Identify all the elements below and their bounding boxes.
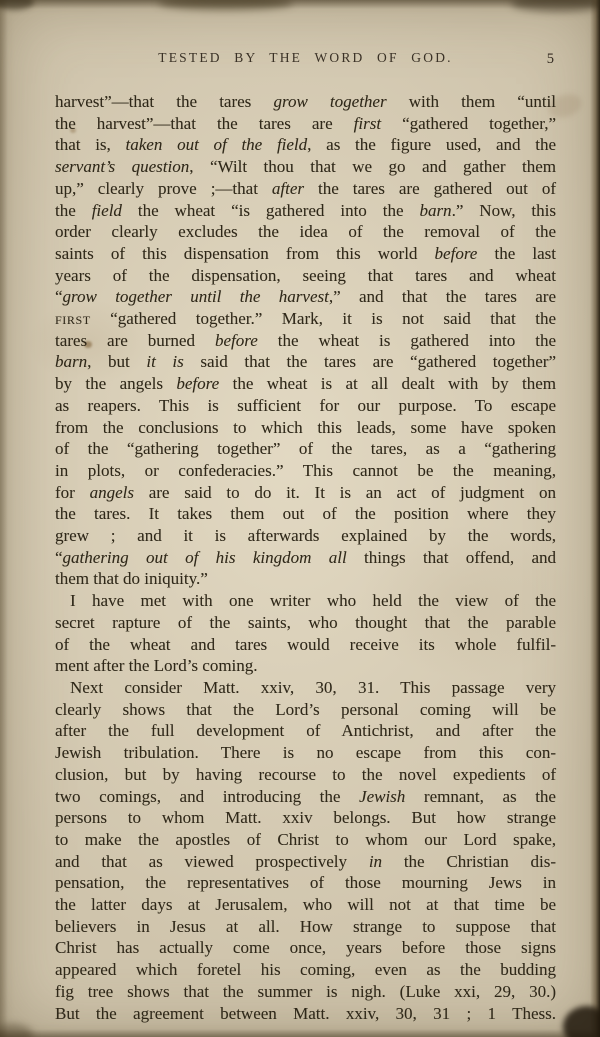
- text-line: Next consider Matt. xxiv, 30, 31. This passage very: [70, 677, 556, 697]
- corner-shadow-bottom-right: [563, 1006, 600, 1037]
- page-body: [55, 91, 556, 1024]
- text-line: and that as viewed prospectively in the Christian dis-: [55, 851, 557, 871]
- page-content: [55, 50, 556, 1024]
- italic-text: angels: [89, 482, 134, 502]
- italic-text: first: [353, 113, 382, 133]
- page-number: 5: [546, 51, 554, 67]
- italic-text: gathering out of his kingdom all: [62, 547, 347, 567]
- text-line: for angels are said to do it. It is an act of judgment on: [55, 482, 556, 502]
- text-line: pensation, the representatives of those mourning Jews in: [55, 873, 556, 893]
- text-line: Jewish tribulation. There is no escape from this con-: [55, 743, 556, 763]
- text-line: two comings, and introducing the Jewish remnant, as the: [55, 786, 556, 806]
- italic-text: it is: [146, 352, 184, 372]
- text-line: the field the wheat “is gathered into the barn.” Now, this: [55, 200, 556, 220]
- text-line: that is, taken out of the field, as the figure used, and the: [55, 135, 556, 155]
- corner-shadow-bottom-left: [0, 1024, 33, 1037]
- text-line: barn, but it is said that the tares are “gathered together”: [55, 352, 556, 372]
- corner-shadow-top-right: [511, 0, 600, 12]
- text-line: ment after the Lord’s coming.: [55, 656, 258, 676]
- text-line: grew ; and it is afterwards explained by the words,: [55, 526, 556, 546]
- text-line: the latter days at Jerusalem, who will not at that time be: [55, 895, 556, 915]
- text-line: tares are burned before the wheat is gathered into the: [55, 330, 556, 350]
- text-line: as reapers. This is sufficient for our purpose. To escape: [55, 395, 556, 415]
- small-caps-text: first: [55, 309, 91, 329]
- page-edge-shadow-top: [0, 0, 600, 9]
- text-line: I have met with one writer who held the view of the: [70, 591, 556, 611]
- running-header: [55, 50, 556, 70]
- paragraph: [55, 590, 556, 677]
- page-edge-shadow-bottom: [0, 1029, 600, 1037]
- paragraph: [55, 677, 556, 1024]
- paragraph: [55, 91, 556, 590]
- text-line: the harvest”—that the tares are first “gathered together,”: [55, 113, 556, 133]
- text-line: servant’s question, “Wilt thou that we go and gather them: [55, 157, 556, 177]
- text-line: fig tree shows that the summer is nigh. (Luke xxi, 29, 30.): [55, 981, 556, 1001]
- header-title: TESTED BY THE WORD OF GOD.: [158, 50, 453, 65]
- text-line: from the conclusions to which this leads, some have spoken: [55, 417, 556, 437]
- text-line: believers in Jesus at all. How strange to suppose that: [55, 916, 556, 936]
- italic-text: barn: [419, 200, 452, 220]
- italic-text: after: [271, 178, 305, 198]
- text-line: secret rapture of the saints, who thought that the parable: [55, 612, 556, 632]
- text-line: “grow together until the harvest,” and that the tares are: [55, 287, 556, 307]
- italic-text: taken out of the field: [125, 135, 308, 155]
- italic-text: in: [368, 851, 383, 871]
- text-line: first “gathered together.” Mark, it is not said that the: [55, 309, 556, 329]
- text-line: of the “gathering together” of the tares, as a “gathering: [55, 439, 556, 459]
- text-line: up,” clearly prove ;—that after the tares are gathered out of: [55, 178, 556, 198]
- text-line: order clearly excludes the idea of the removal of the: [55, 222, 556, 242]
- text-line: by the angels before the wheat is at all dealt with by them: [55, 374, 556, 394]
- text-line: in plots, or confederacies.” This cannot be the meaning,: [55, 460, 556, 480]
- italic-text: barn: [55, 352, 88, 372]
- text-line: clearly shows that the Lord’s personal coming will be: [55, 699, 556, 719]
- text-line: them that do iniquity.”: [55, 569, 208, 589]
- text-line: appeared which foretel his coming, even as the budding: [55, 960, 556, 980]
- text-line: clusion, but by having recourse to the novel expedients of: [55, 764, 556, 784]
- italic-text: before: [176, 374, 220, 394]
- italic-text: field: [91, 200, 122, 220]
- text-line: “gathering out of his kingdom all things that offend, and: [55, 547, 556, 567]
- page-edge-shadow-left: [0, 0, 8, 1037]
- text-line: years of the dispensation, seeing that tares and wheat: [55, 265, 556, 285]
- italic-text: servant’s question: [55, 157, 190, 177]
- text-line: But the agreement between Matt. xxiv, 30, 31 ; 1 Thess.: [55, 1003, 556, 1023]
- text-line: the tares. It takes them out of the position where they: [55, 504, 556, 524]
- text-line: after the full development of Antichrist, and after the: [55, 721, 556, 741]
- text-line: harvest”—that the tares grow together with them “until: [55, 92, 556, 111]
- page-edge-shadow-right: [590, 0, 600, 1037]
- italic-text: before: [434, 243, 478, 263]
- text-line: to make the apostles of Christ to whom our Lord spake,: [55, 829, 556, 849]
- text-line: of the wheat and tares would receive its whole fulfil-: [55, 634, 556, 654]
- italic-text: grow together until the harvest: [62, 287, 329, 307]
- text-line: persons to whom Matt. xxiv belongs. But how strange: [55, 808, 556, 828]
- italic-text: before: [214, 330, 258, 350]
- italic-text: Jewish: [359, 786, 406, 806]
- text-line: Christ has actually come once, years before those signs: [55, 938, 556, 958]
- italic-text: grow together: [273, 92, 387, 111]
- text-line: saints of this dispensation from this world before the last: [55, 243, 556, 263]
